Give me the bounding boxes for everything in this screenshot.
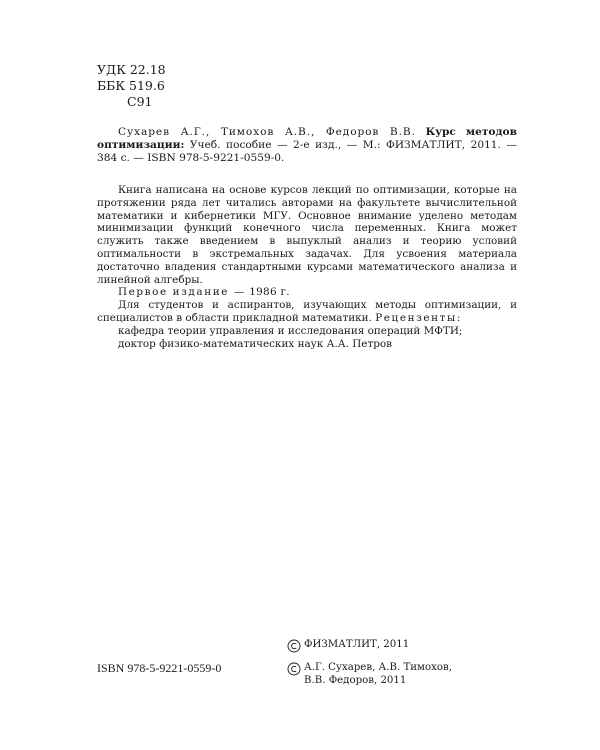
audience-paragraph: [97, 299, 517, 325]
first-edition-year: 1986 г.: [249, 286, 290, 299]
reviewer-item: доктор физико-математических наук А.А. Петров: [118, 337, 392, 350]
isbn-footer: ISBN 978-5-9221-0559-0: [97, 661, 222, 675]
biblio-details: Учеб. пособие — 2-е изд., — М.: ФИЗМАТЛИТ, 2011. — 384 с. — ISBN 978-5-9221-0559-0.: [97, 139, 517, 165]
copyright-icon: [287, 662, 301, 676]
first-edition-line: [97, 286, 517, 299]
abstract: [97, 184, 517, 350]
audience-text: Для студентов и аспирантов, изучающих методы оптимизации, и специалистов в области прикладной математики.: [97, 299, 517, 324]
copyright-icon: [287, 639, 301, 653]
first-edition-label: Первое издание —: [118, 286, 246, 299]
reviewer-item: кафедра теории управления и исследования операций МФТИ;: [118, 324, 463, 337]
copyright-publisher: ФИЗМАТЛИТ, 2011: [304, 639, 410, 650]
copyright-authors-line1: А.Г. Сухарев, А.В. Тимохов,: [304, 662, 452, 673]
bibliographic-record: [97, 126, 517, 166]
udk-code: УДК 22.18: [97, 62, 166, 77]
copyright-publisher-row: [287, 639, 452, 653]
abstract-main: Книга написана на основе курсов лекций по оптимизации, которые на протяжении ряда лет читались авторами на факультете вычислительной математики и кибернетики МГУ. Основное внимание уделено методам минимизации функций конечного числа переменных. Книга может служить также введением в выпуклый анализ и теорию условий оптимальности в экстремальных задачах. Для усвоения материала достаточно владения стандартными курсами математического анализа и линейной алгебры.: [97, 184, 517, 286]
classification-block: [97, 62, 166, 110]
biblio-title: Курс методов оптимизации:: [97, 126, 517, 152]
reviewers-label: Рецензенты:: [375, 311, 462, 324]
copyright-authors-row: [287, 662, 452, 687]
biblio-authors: Сухарев А.Г., Тимохов А.В., Федоров В.В.: [118, 126, 416, 138]
copyright-authors: [304, 662, 452, 687]
copyright-authors-line2: В.В. Федоров, 2011: [304, 674, 407, 686]
copyright-block: [287, 639, 452, 687]
bbk-code: ББК 519.6: [97, 78, 165, 93]
author-mark: С91: [127, 94, 153, 109]
